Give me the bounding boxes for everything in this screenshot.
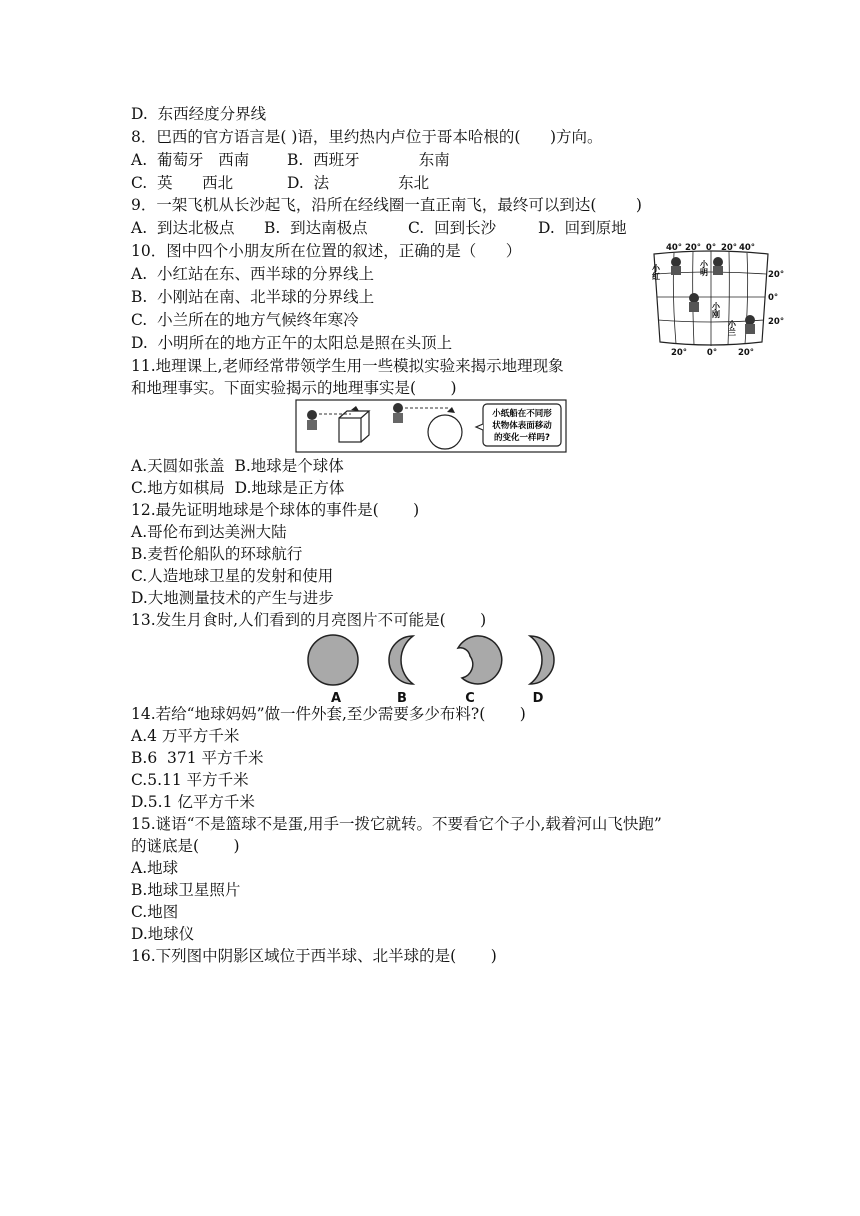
q9-option-d: D. 回到原地 [538,219,627,237]
moon-label-c: C [465,691,475,706]
q10-option-b: B. 小刚站在南、北半球的分界线上 [131,288,375,306]
q8-options-cd [131,172,429,194]
map-bottom-label-20w: 20° [670,348,688,358]
q11-options-cd: C.地方如棋局 D.地球是正方体 [131,479,345,497]
q12-option-b: B.麦哲伦船队的环球航行 [131,545,303,563]
q14-stem: 14.若给“地球妈妈”做一件外套,至少需要多少布料?( ) [131,705,526,723]
map-top-label-40w: 40° [665,243,683,253]
q14-option-c: C.5.11 平方千米 [131,771,249,789]
moon-bitten-icon [458,636,502,684]
q11-experiment-figure [295,398,567,454]
kid-xiaoming-label: 小明 [699,260,709,276]
q15-stem-line1: 15.谜语“不是篮球不是蛋,用手一拨它就转。不要看它个子小,载着河山飞快跑” [131,815,662,833]
q8-option-d: D. 法 东北 [287,174,430,192]
q7-option-d: D. 东西经度分界线 [131,105,267,123]
q12-option-a: A.哥伦布到达美洲大陆 [131,523,287,541]
kid-xiaogang-label: 小刚 [711,302,721,318]
q15-stem-line2: 的谜底是( ) [131,837,240,855]
bubble-text-line1: 小纸船在不同形 [492,409,552,419]
map-right-label-0: 0° [768,293,779,303]
q12-stem: 12.最先证明地球是个球体的事件是( ) [131,501,420,519]
q12-option-c: C.人造地球卫星的发射和使用 [131,567,334,585]
moon-label-b: B [397,691,407,706]
moon-crescent-right-icon [530,636,554,684]
q8-option-a: A. 葡萄牙 西南 [131,151,250,169]
sphere-icon [428,415,462,449]
moon-label-a: A [330,691,342,706]
q13-stem: 13.发生月食时,人们看到的月亮图片不可能是( ) [131,611,487,629]
q8-option-c: C. 英 西北 [131,174,234,192]
q10-option-c: C. 小兰所在的地方气候终年寒冷 [131,311,359,329]
q11-options-ab: A.天圆如张盖 B.地球是个球体 [131,457,344,475]
map-right-label-20s: 20° [768,317,784,327]
q10-option-a: A. 小红站在东、西半球的分界线上 [131,265,374,283]
map-right-label-20n: 20° [768,270,784,280]
q15-option-b: B.地球卫星照片 [131,881,241,899]
q8-stem: 8．巴西的官方语言是( )语，里约热内卢位于哥本哈根的( )方向。 [131,128,603,146]
q13-moon-figure [298,630,560,706]
kid-right-icon [393,403,403,423]
q9-stem: 9．一架飞机从长沙起飞，沿所在经线圈一直正南飞，最终可以到达( ) [131,196,642,214]
q14-option-b: B.6 371 平方千米 [131,749,264,767]
q10-option-d: D. 小明所在的地方正午的太阳总是照在头顶上 [131,334,453,352]
moon-full-icon [308,635,358,685]
q9-option-c: C. 回到长沙 [408,219,497,237]
kid-xiaohong [651,257,682,280]
q9-option-b: B. 到达南极点 [264,219,368,237]
q14-option-d: D.5.1 亿平方千米 [131,793,255,811]
q9-option-a: A. 到达北极点 [131,219,235,237]
map-top-label-0: 0° [705,243,717,253]
map-top-label-20e: 20° [720,243,738,253]
map-top-label-40e: 40° [738,243,756,253]
kid-xiaohong-label: 小红 [651,264,661,280]
map-bottom-label-20e: 20° [737,348,755,358]
bubble-text-line2: 状物体表面移动 [492,421,552,431]
kid-left-icon [307,410,317,430]
speech-bubble-tail [476,424,483,430]
kid-xiaolan-label: 小兰 [727,320,737,336]
bubble-text-line3: 的变化一样吗? [494,433,550,443]
q15-option-a: A.地球 [131,859,179,877]
q15-option-d: D.地球仪 [131,925,195,943]
q11-stem-line2: 和地理事实。下面实验揭示的地理事实是( ) [131,379,457,397]
q15-option-c: C.地图 [131,903,179,921]
q10-grid-map-figure [642,240,784,358]
map-bottom-label-0: 0° [706,348,718,358]
map-top-label-20w: 20° [684,243,702,253]
q16-stem: 16.下列图中阴影区域位于西半球、北半球的是( ) [131,947,497,965]
paper-boat-icon-left [351,406,359,411]
q10-stem: 10．图中四个小朋友所在位置的叙述，正确的是（ ） [131,242,522,260]
cube-icon [339,411,369,442]
q11-stem-line1: 11.地理课上,老师经常带领学生用一些模拟实验来揭示地理现象 [131,357,564,375]
kid-xiaolan [727,315,756,336]
paper-boat-icon-right [447,407,455,413]
q8-options-ab [131,149,450,171]
moon-label-d: D [532,691,544,706]
q14-option-a: A.4 万平方千米 [131,727,240,745]
moon-crescent-left-icon [389,636,413,684]
q8-option-b: B. 西班牙 东南 [287,151,450,169]
q12-option-d: D.大地测量技术的产生与进步 [131,589,334,607]
q9-options [131,217,627,239]
map-right-labels [768,270,784,327]
map-bottom-labels [671,348,754,358]
